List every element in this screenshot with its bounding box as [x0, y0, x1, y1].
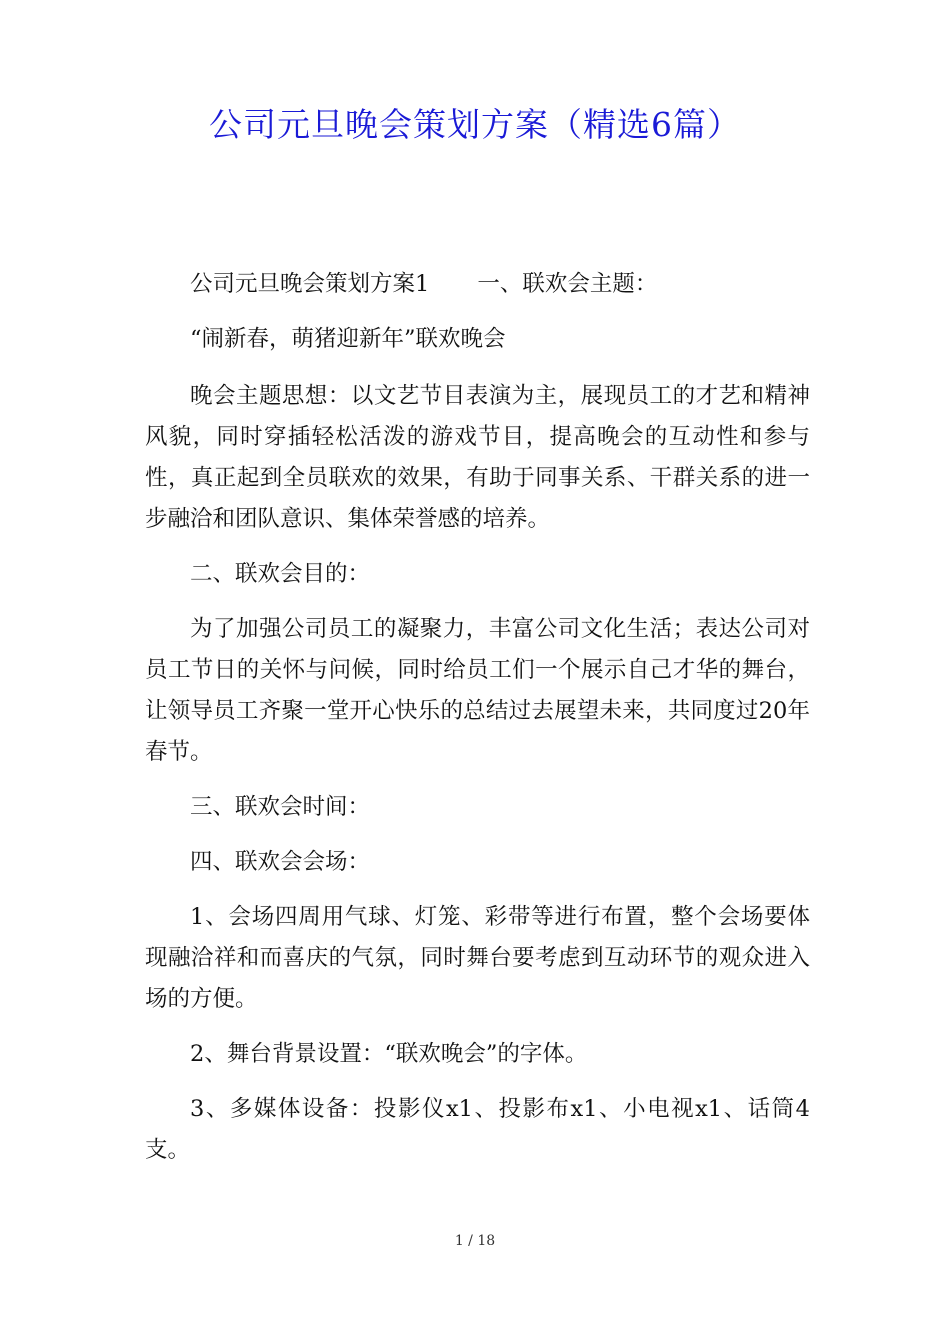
paragraph-purpose-heading: 二、联欢会目的：	[190, 561, 371, 587]
paragraph-theme-idea: 晚会主题思想：以文艺节目表演为主，展现员工的才艺和精神风貌，同时穿插轻松活泼的游戏节目，提高晚会的互动性和参与性，真正起到全员联欢的效果，有助于同事关系、干群关系的进一步融洽和团队意识、集体荣誉感的培养。	[145, 383, 810, 532]
paragraph-time-heading: 三、联欢会时间：	[190, 794, 371, 820]
paragraph-multimedia: 3、多媒体设备：投影仪x1、投影布x1、小电视x1、话筒4支。	[145, 1096, 810, 1163]
paragraph-stage-background: 2、舞台背景设置：“联欢晚会”的字体。	[190, 1041, 588, 1067]
paragraph-section-heading	[145, 264, 810, 305]
theme-heading: 一、联欢会主题：	[477, 271, 658, 297]
paragraph-theme-name: “闹新春，萌猪迎新年”联欢晚会	[190, 326, 506, 352]
paragraph-purpose: 为了加强公司员工的凝聚力，丰富公司文化生活；表达公司对员工节日的关怀与问候，同时给员工们一个展示自己才华的舞台，让领导员工齐聚一堂开心快乐的总结过去展望未来，共同度过20年春节。	[145, 616, 810, 765]
document-body	[145, 264, 810, 1185]
section-heading: 公司元旦晚会策划方案1	[190, 271, 430, 297]
document-title: 公司元旦晚会策划方案（精选6篇）	[209, 105, 741, 144]
paragraph-venue-decoration: 1、会场四周用气球、灯笼、彩带等进行布置，整个会场要体现融洽祥和而喜庆的气氛，同时舞台要考虑到互动环节的观众进入场的方便。	[145, 904, 810, 1012]
paragraph-venue-heading: 四、联欢会会场：	[190, 849, 371, 875]
page-number: 1 / 18	[454, 1233, 496, 1249]
